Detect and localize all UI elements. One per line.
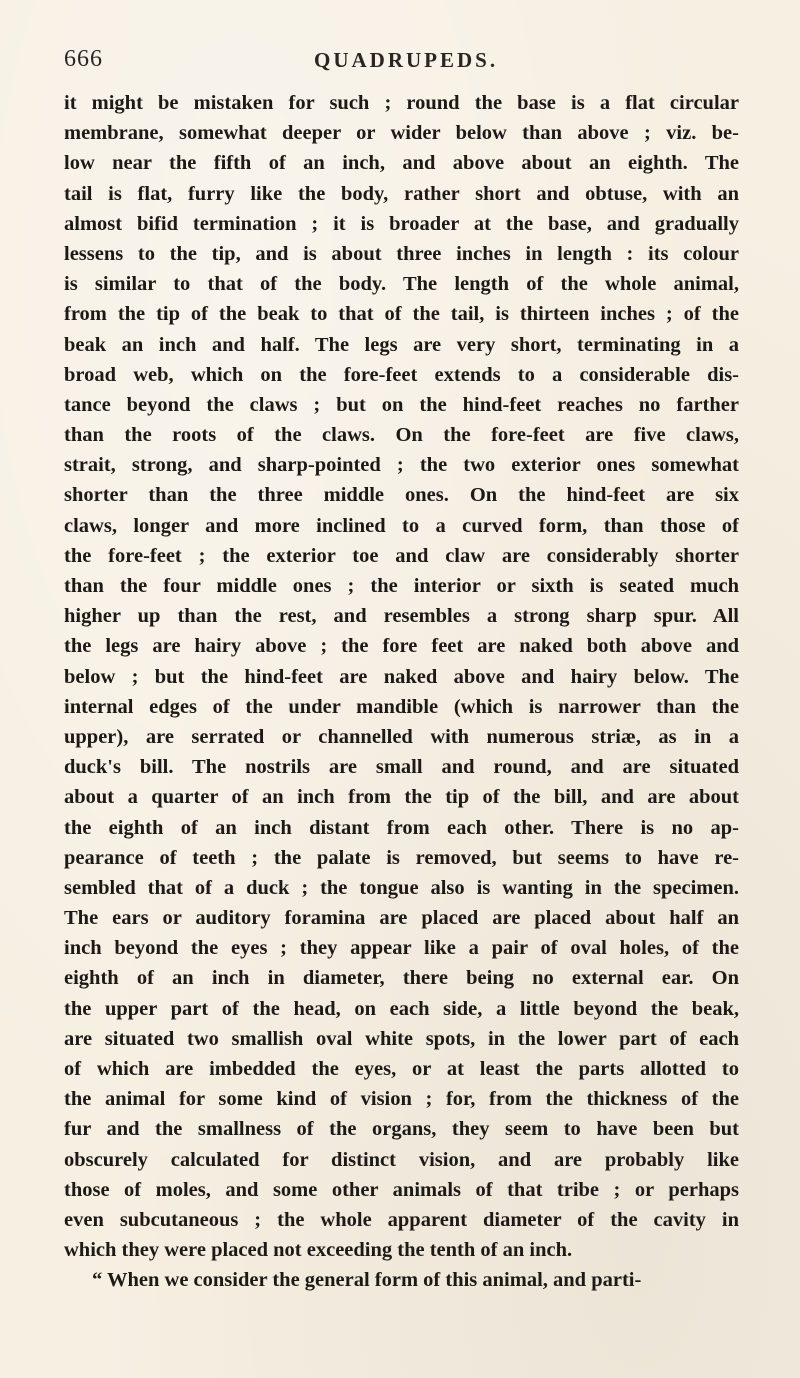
text-line: are situated two smallish oval white spots, in the lower part of each xyxy=(64,1027,739,1050)
text-line: those of moles, and some other animals of that tribe ; or perhaps xyxy=(64,1178,739,1201)
text-line: duck's bill. The nostrils are small and round, and are situated xyxy=(64,756,739,779)
body-text xyxy=(64,88,739,1296)
text-line: upper), are serrated or channelled with numerous striæ, as in a xyxy=(64,725,739,748)
text-line: low near the fifth of an inch, and above about an eighth. The xyxy=(64,152,739,175)
text-line: internal edges of the under mandible (which is narrower than the xyxy=(64,695,739,718)
text-line: the upper part of the head, on each side, a little beyond the beak, xyxy=(64,997,739,1020)
text-line: the animal for some kind of vision ; for, from the thickness of the xyxy=(64,1088,739,1111)
text-line: membrane, somewhat deeper or wider below than above ; viz. be- xyxy=(64,122,739,145)
text-line: tail is flat, furry like the body, rather short and obtuse, with an xyxy=(64,182,739,205)
page-number: 666 xyxy=(64,46,103,72)
running-head xyxy=(64,46,744,76)
text-line: obscurely calculated for distinct vision, and are probably like xyxy=(64,1148,739,1171)
text-line: beak an inch and half. The legs are very short, terminating in a xyxy=(64,333,739,356)
text-line: which they were placed not exceeding the tenth of an inch. xyxy=(64,1239,573,1262)
text-line: broad web, which on the fore-feet extends to a considerable dis- xyxy=(64,363,739,386)
text-line: lessens to the tip, and is about three inches in length : its colour xyxy=(64,242,739,265)
text-line: claws, longer and more inclined to a curved form, than those of xyxy=(64,514,739,537)
text-line: tance beyond the claws ; but on the hind-feet reaches no farther xyxy=(64,393,739,416)
text-line: is similar to that of the body. The length of the whole animal, xyxy=(64,273,739,296)
text-line: “ When we consider the general form of this animal, and parti- xyxy=(92,1269,642,1292)
text-line: the fore-feet ; the exterior toe and claw are considerably shorter xyxy=(64,544,739,567)
text-line: even subcutaneous ; the whole apparent diameter of the cavity in xyxy=(64,1208,739,1231)
text-line: shorter than the three middle ones. On the hind-feet are six xyxy=(64,484,739,507)
text-line: it might be mistaken for such ; round the base is a flat circular xyxy=(64,92,739,114)
text-line: almost bifid termination ; it is broader at the base, and gradually xyxy=(64,212,739,235)
text-line: the eighth of an inch distant from each other. There is no ap- xyxy=(64,816,739,839)
text-line: of which are imbedded the eyes, or at least the parts allotted to xyxy=(64,1058,739,1080)
running-title: QUADRUPEDS. xyxy=(314,48,499,72)
text-line: The ears or auditory foramina are placed are placed about half an xyxy=(64,907,739,930)
text-line: the legs are hairy above ; the fore feet are naked both above and xyxy=(64,635,739,658)
text-line: strait, strong, and sharp-pointed ; the two exterior ones somewhat xyxy=(64,454,739,477)
text-line: from the tip of the beak to that of the tail, is thirteen inches ; of the xyxy=(64,303,739,326)
text-line: below ; but the hind-feet are naked above and hairy below. The xyxy=(64,665,739,688)
text-line: higher up than the rest, and resembles a strong sharp spur. All xyxy=(64,605,739,628)
text-line: than the four middle ones ; the interior or sixth is seated much xyxy=(64,575,739,597)
text-line: than the roots of the claws. On the fore-feet are five claws, xyxy=(64,424,739,447)
text-line: eighth of an inch in diameter, there being no external ear. On xyxy=(64,967,739,990)
text-line: about a quarter of an inch from the tip of the bill, and are about xyxy=(64,786,739,809)
text-line: fur and the smallness of the organs, they seem to have been but xyxy=(64,1118,739,1141)
text-line: pearance of teeth ; the palate is removed, but seems to have re- xyxy=(64,846,739,869)
text-line: inch beyond the eyes ; they appear like a pair of oval holes, of the xyxy=(64,937,739,960)
text-line: sembled that of a duck ; the tongue also is wanting in the specimen. xyxy=(64,876,739,899)
